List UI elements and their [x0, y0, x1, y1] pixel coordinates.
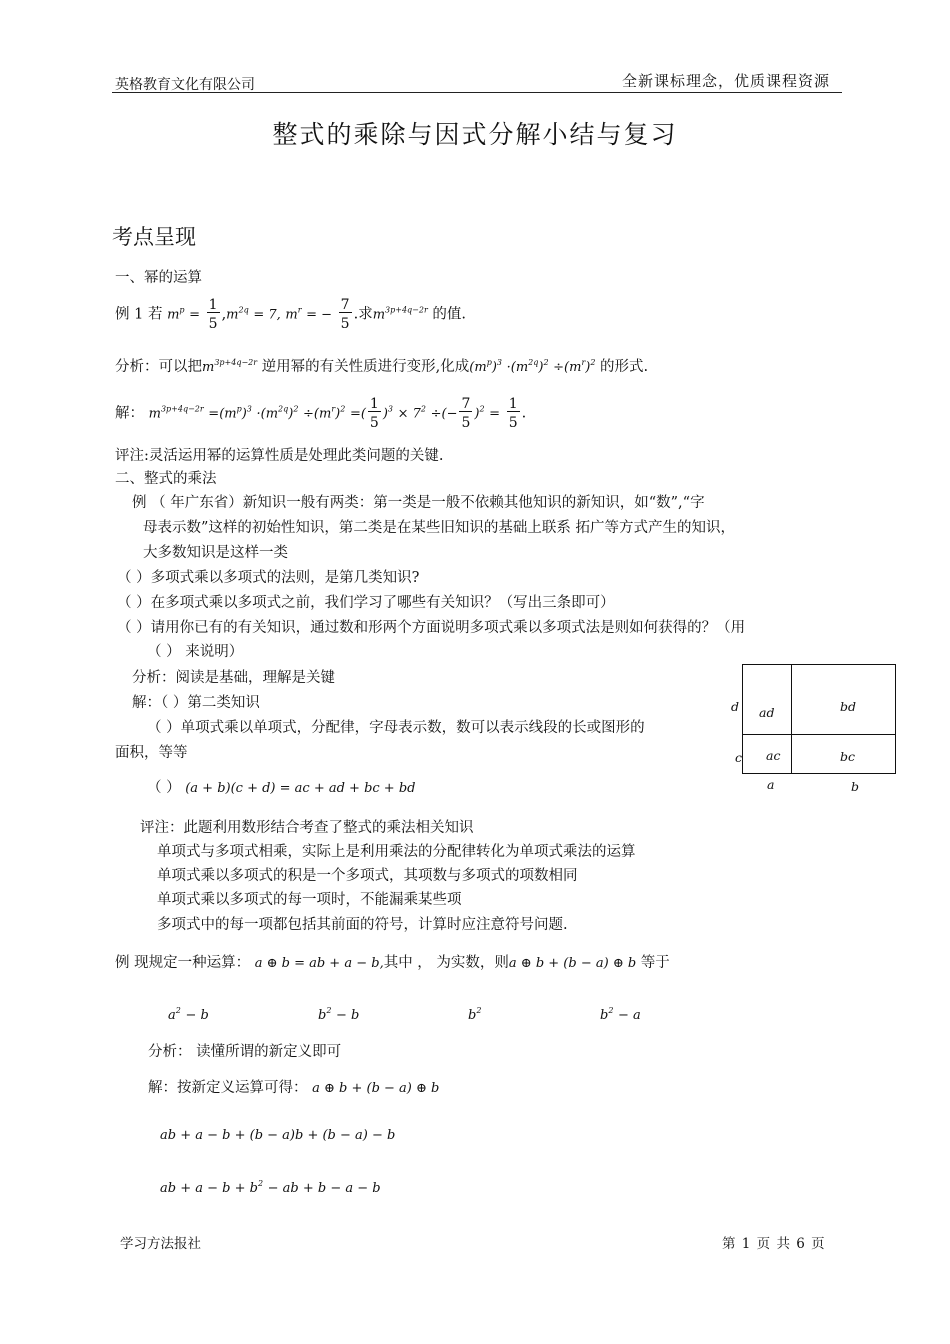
analysis-1-a: 分析：可以把 — [115, 359, 202, 375]
header-slogan: 全新课标理念，优质课程资源 — [622, 72, 831, 90]
example-3-label: 例 现规定一种运算： — [115, 955, 251, 971]
solution-2-formula: (a + b)(c + d) = ac + ad + bc + bd — [185, 781, 416, 796]
footer-publisher: 学习方法报社 — [120, 1236, 201, 1252]
solution-1-label: 解： — [115, 405, 144, 422]
solution-2-line2: （ ）单项式乘以单项式，分配律，字母表示数，数可以表示线段的长或图形的 — [147, 720, 645, 736]
label-bd: bd — [840, 699, 857, 714]
label-ac: ac — [766, 748, 781, 763]
example-3-expr: a ⊕ b + (b − a) ⊕ b — [508, 956, 637, 971]
footer-page-number: 第 1 页 共 6 页 — [722, 1236, 826, 1252]
comment-2: 评注：此题利用数形结合考查了整式的乘法相关知识 — [140, 820, 474, 836]
comment-2-point3: 单项式乘以多项式的每一项时，不能漏乘某些项 — [157, 892, 462, 908]
part2-heading: 二、整式的乘法 — [115, 471, 217, 487]
example-1: 例 1 若 $m^p$ = $\frac{1}{5}$ $,m^{2q} = 7$, $m^r$ = − $\frac{7}{5}$ .求$m^{3p+4q-2r}$ 的值. — [115, 297, 466, 332]
example-2-line2: 母表示数”这样的初始性知识，第二类是在某些旧知识的基础上联系 拓广等方式产生的知识， — [143, 520, 736, 536]
comment-2-point1: 单项式与多项式相乘，实际上是利用乘法的分配律转化为单项式乘法的运算 — [157, 844, 636, 860]
example-3 — [115, 951, 670, 972]
part1-heading: 一、幂的运算 — [115, 270, 202, 286]
diagram-horizontal-divider — [743, 734, 895, 735]
comment-2-point2: 单项式乘以多项式的积是一个多项式，其项数与多项式的项数相同 — [157, 868, 578, 884]
header-company: 英格教育文化有限公司 — [115, 77, 255, 93]
label-c: c — [735, 750, 743, 765]
example-3-mid: 其中 ， 为实数，则 — [383, 955, 509, 971]
example-3-tail: 等于 — [640, 955, 670, 971]
example-1-ask: 求 — [358, 306, 373, 323]
page-title: 整式的乘除与因式分解小结与复习 — [272, 120, 678, 149]
section-title: 考点呈现 — [112, 225, 196, 249]
solution-2-line3: 面积，等等 — [115, 745, 188, 761]
example-1-label: 例 1 若 — [115, 306, 163, 323]
solution-3-label: 解：按新定义运算可得： — [148, 1080, 308, 1096]
label-b: b — [851, 779, 860, 794]
question-2: （ ）在多项式乘以多项式之前，我们学习了哪些有关知识？（写出三条即可） — [117, 595, 615, 611]
label-d: d — [731, 699, 740, 714]
solution-3-expr: a ⊕ b + (b − a) ⊕ b — [312, 1081, 440, 1096]
example-3-operation: a ⊕ b = ab + a − b, — [254, 956, 384, 971]
option-1: $a^2 - b$ — [168, 1006, 209, 1023]
solution-2-line1: 解：（ ）第二类知识 — [132, 695, 260, 711]
analysis-2: 分析：阅读是基础，理解是关键 — [132, 670, 335, 686]
option-2: $b^2 - b$ — [318, 1006, 360, 1023]
area-diagram — [742, 664, 896, 774]
header-divider — [112, 92, 842, 93]
example-2-line3: 大多数知识是这样一类 — [143, 545, 288, 561]
label-ad: ad — [759, 705, 775, 720]
solution-3 — [148, 1076, 439, 1097]
analysis-1: 分析：可以把$m^{3p+4q-2r}$ 逆用幂的有关性质进行变形,化成$(m^p)^3 \cdot(m^{2q})^2 \div(m^r)^2$ 的形式. — [115, 358, 649, 375]
example-2-line1: 例 （ 年广东省）新知识一般有两类：第一类是一般不依赖其他知识的新知识，如“数”,“字 — [132, 495, 705, 511]
question-1: （ ）多项式乘以多项式的法则，是第几类知识? — [117, 570, 420, 586]
label-bc: bc — [840, 749, 856, 764]
comment-2-point4: 多项式中的每一项都包括其前面的符号，计算时应注意符号问题. — [157, 917, 568, 933]
example-1-end: 的值. — [432, 306, 466, 323]
analysis-3: 分析： 读懂所谓的新定义即可 — [148, 1044, 342, 1060]
question-3: （ ）请用你已有的有关知识，通过数和形两个方面说明多项式乘以多项式法是则如何获得的？（用 — [117, 620, 746, 636]
solution-3-step1: ab + a − b + (b − a)b + (b − a) − b — [160, 1128, 396, 1143]
question-3-cont: （ ） 来说明） — [147, 644, 244, 660]
solution-1: 解： $m^{3p+4q-2r} =(m^p)^3 \cdot(m^{2q})^2 \div(m^r)^2$ =( $\frac{1}{5}$ )$^3 \times 7^2$ ÷(− $\frac{7}{5}$ )$^2$ = $\frac{1}{5}$ . — [115, 396, 527, 431]
option-4: $b^2 - a$ — [600, 1006, 641, 1023]
comment-1: 评注:灵活运用幂的运算性质是处理此类问题的关键. — [115, 448, 444, 464]
solution-3-step2: ab + $a - b + b^2$ − ab + b − a − b — [160, 1179, 381, 1196]
label-a: a — [767, 777, 775, 792]
analysis-1-c: 的形式. — [600, 359, 649, 375]
option-3: $b^2$ — [468, 1006, 482, 1023]
solution-2-line4-prefix: （ ） — [147, 780, 181, 796]
solution-2-line4 — [147, 776, 415, 797]
analysis-1-b: 逆用幂的有关性质进行变形,化成 — [261, 359, 470, 375]
diagram-vertical-divider — [791, 665, 792, 773]
